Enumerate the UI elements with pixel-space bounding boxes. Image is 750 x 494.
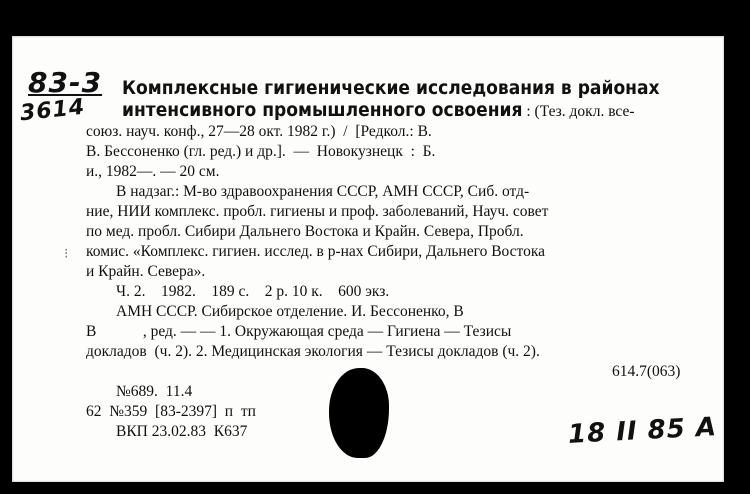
speck-mark: ⁝ [64,247,69,262]
line-5: и., 1982—. — 20 см. [86,163,220,180]
line-18: ВКП 23.02.83 К637 [116,423,248,440]
line-16: №689. 11.4 [116,383,193,400]
title-line-2-bold: интенсивного промышленного освоения [122,99,523,121]
title-line-1: Комплексные гигиенические исследования в районах [122,77,660,99]
catalog-card [12,36,724,482]
line-3: союз. науч. конф., 27—28 окт. 1982 г.) / [Редкол.: В. [86,123,432,140]
line-12: АМН СССР. Сибирское отделение. И. Бессоненко, В [116,303,464,320]
line-8: по мед. пробл. Сибири Дальнего Востока и Крайн. Севера, Пробл. [86,223,524,240]
title-line-2 [122,100,635,122]
ink-blot [329,368,389,458]
handwritten-code-top: 83-3 [28,66,103,99]
handwritten-date-stamp: 18 II 85 А [567,412,718,450]
line-13: В , ред. — — 1. Окружающая среда — Гигиена — Тезисы [86,323,512,340]
line-6: В надзаг.: М-во здравоохранения СССР, АМН СССР, Сиб. отд- [116,183,530,200]
line-9: комис. «Комплекс. гигиен. исслед. в р-нах Сибири, Дальнего Востока [86,243,546,260]
line-11: Ч. 2. 1982. 189 с. 2 р. 10 к. 600 экз. [116,283,390,300]
line-7: ние, НИИ комплекс. пробл. гигиены и проф. заболеваний, Науч. совет [86,203,549,220]
handwritten-code-bottom: 3614 [18,94,87,127]
classification-number: 614.7(063) [612,363,681,380]
line-10: и Крайн. Севера». [86,263,206,280]
line-14: докладов (ч. 2). 2. Медицинская экология — Тезисы докладов (ч. 2). [86,343,540,360]
title-line-2-rest: : (Тез. докл. все- [522,103,635,120]
line-17: 62 №359 [83-2397] п тп [86,403,256,420]
line-4: В. Бессоненко (гл. ред.) и др.]. — Новокузнецк : Б. [86,143,436,160]
